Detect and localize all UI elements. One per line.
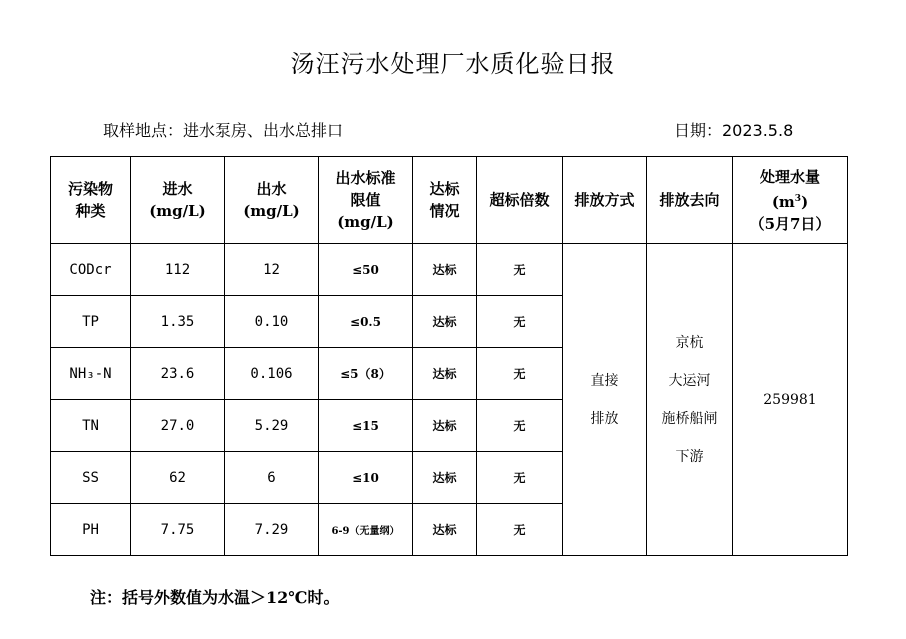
outflow-value: 5.29 xyxy=(225,400,319,452)
header-volume xyxy=(733,157,848,244)
outflow-value: 0.106 xyxy=(225,348,319,400)
header-inflow-line2: (mg/L) xyxy=(149,202,206,220)
header-pollutant-line1: 污染物 xyxy=(67,180,113,198)
header-discharge-dest: 排放去向 xyxy=(647,157,733,244)
inflow-value: 62 xyxy=(131,452,225,504)
status-value: 达标 xyxy=(413,400,477,452)
status-value: 达标 xyxy=(413,452,477,504)
outflow-value: 12 xyxy=(225,244,319,296)
header-discharge-method: 排放方式 xyxy=(563,157,647,244)
unit-suffix: ) xyxy=(801,192,809,211)
exceed-value: 无 xyxy=(477,244,563,296)
discharge-dest-line2: 大运河 xyxy=(668,372,711,389)
volume-value: 259981 xyxy=(733,244,848,556)
inflow-value: 1.35 xyxy=(131,296,225,348)
unit-prefix: (m xyxy=(771,192,795,211)
report-date: 日期：2023.5.8 xyxy=(674,121,794,140)
header-volume-unit xyxy=(733,188,847,213)
pollutant-name: TP xyxy=(51,296,131,348)
header-limit-line2: 限值 xyxy=(350,191,381,209)
header-limit xyxy=(319,157,413,244)
discharge-method-line1: 直接 xyxy=(590,372,619,389)
header-compliance-line2: 情况 xyxy=(429,202,460,220)
inflow-value: 112 xyxy=(131,244,225,296)
header-exceed: 超标倍数 xyxy=(477,157,563,244)
water-quality-table xyxy=(50,156,848,556)
inflow-value: 27.0 xyxy=(131,400,225,452)
header-limit-line3: (mg/L) xyxy=(337,213,394,231)
inflow-value: 23.6 xyxy=(131,348,225,400)
status-value: 达标 xyxy=(413,348,477,400)
discharge-dest-cell xyxy=(647,244,733,556)
header-outflow-line1: 出水 xyxy=(256,180,287,198)
inflow-value: 7.75 xyxy=(131,504,225,556)
header-volume-line1: 处理水量 xyxy=(759,167,820,186)
exceed-value: 无 xyxy=(477,400,563,452)
discharge-dest-line3: 施桥船闸 xyxy=(661,410,718,427)
discharge-method-cell xyxy=(563,244,647,556)
status-value: 达标 xyxy=(413,296,477,348)
outflow-value: 7.29 xyxy=(225,504,319,556)
table-row xyxy=(51,244,848,296)
header-inflow-line1: 进水 xyxy=(162,180,193,198)
header-pollutant-line2: 种类 xyxy=(75,202,106,220)
header-limit-line1: 出水标准 xyxy=(335,169,396,187)
header-compliance xyxy=(413,157,477,244)
limit-value: ≤50 xyxy=(319,244,413,296)
exceed-value: 无 xyxy=(477,504,563,556)
header-volume-line3: （5月7日） xyxy=(749,214,831,233)
limit-value: ≤0.5 xyxy=(319,296,413,348)
status-value: 达标 xyxy=(413,504,477,556)
exceed-value: 无 xyxy=(477,452,563,504)
limit-value: ≤15 xyxy=(319,400,413,452)
status-value: 达标 xyxy=(413,244,477,296)
outflow-value: 0.10 xyxy=(225,296,319,348)
limit-value: ≤10 xyxy=(319,452,413,504)
pollutant-name: PH xyxy=(51,504,131,556)
header-pollutant xyxy=(51,157,131,244)
pollutant-name: CODcr xyxy=(51,244,131,296)
unit-exponent: 3 xyxy=(794,193,802,204)
limit-value: ≤5（8） xyxy=(319,348,413,400)
discharge-dest-line4: 下游 xyxy=(675,448,704,465)
pollutant-name: NH₃-N xyxy=(51,348,131,400)
header-outflow xyxy=(225,157,319,244)
header-compliance-line1: 达标 xyxy=(429,180,460,198)
discharge-method-line2: 排放 xyxy=(590,410,619,427)
page-title: 汤汪污水处理厂水质化验日报 xyxy=(290,50,616,78)
discharge-dest-line1: 京杭 xyxy=(675,334,704,351)
header-row xyxy=(51,157,848,244)
header-inflow xyxy=(131,157,225,244)
limit-value: 6-9（无量纲） xyxy=(319,504,413,556)
exceed-value: 无 xyxy=(477,348,563,400)
exceed-value: 无 xyxy=(477,296,563,348)
footnote: 注：括号外数值为水温＞12℃时。 xyxy=(90,588,340,607)
pollutant-name: TN xyxy=(51,400,131,452)
header-outflow-line2: (mg/L) xyxy=(243,202,300,220)
sampling-location: 取样地点：进水泵房、出水总排口 xyxy=(103,121,344,140)
outflow-value: 6 xyxy=(225,452,319,504)
pollutant-name: SS xyxy=(51,452,131,504)
